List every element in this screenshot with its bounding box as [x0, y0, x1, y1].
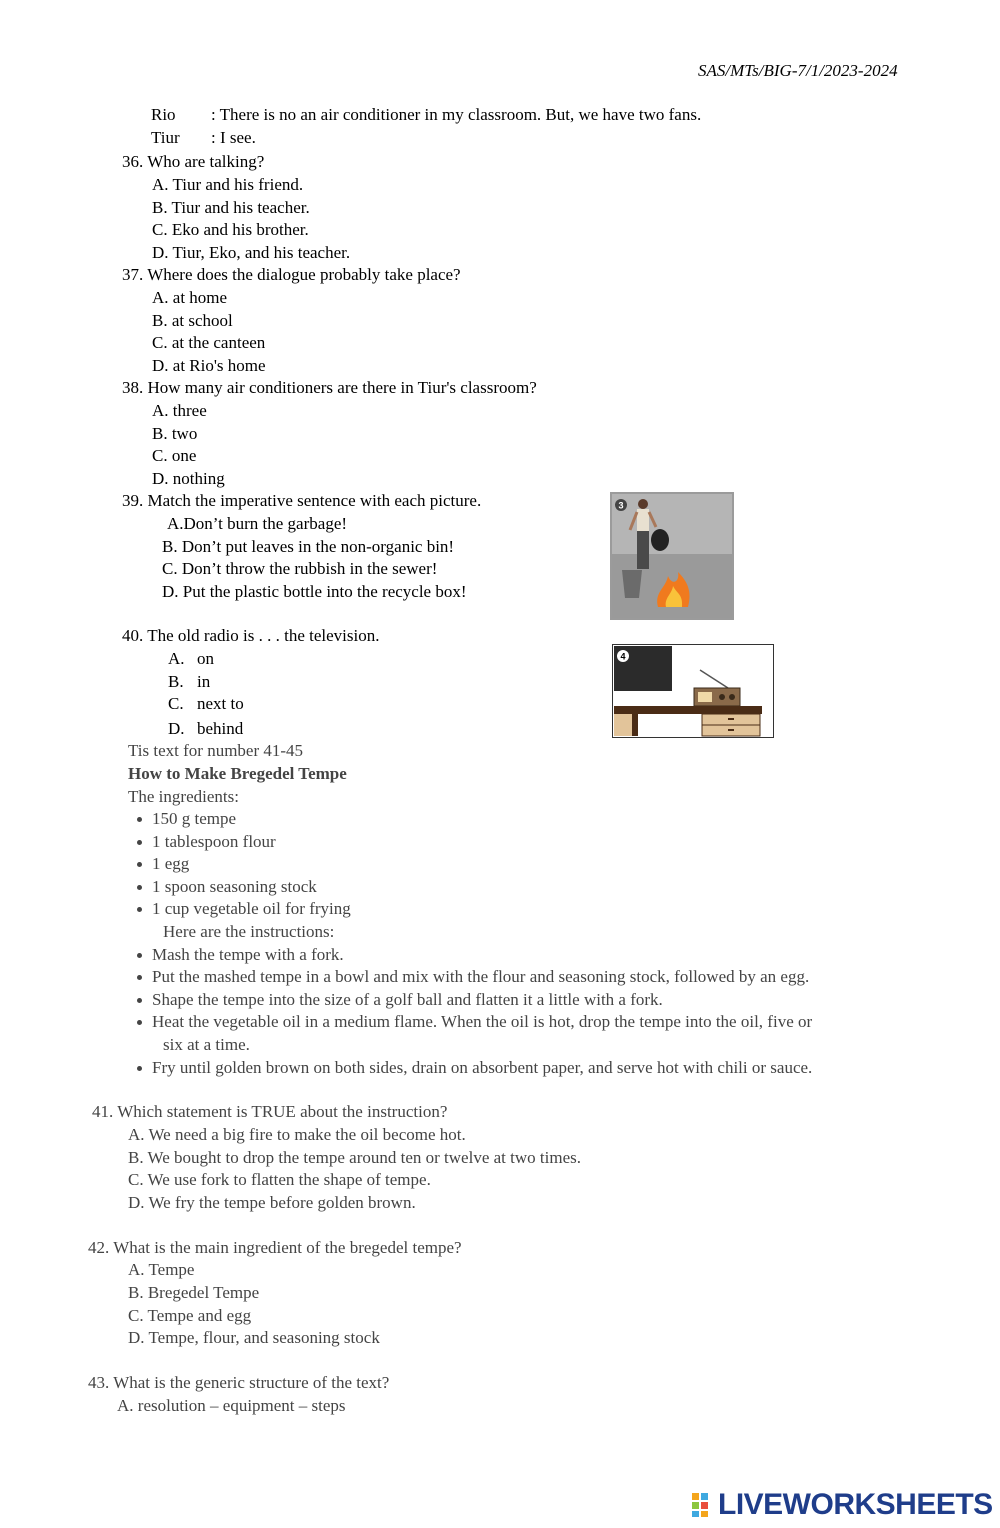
option-39-b[interactable]: B. Don’t put leaves in the non-organic bin! [162, 537, 455, 556]
document-code: SAS/MTs/BIG-7/1/2023-2024 [698, 61, 898, 80]
option-41-c[interactable]: C. We use fork to flatten the shape of tempe. [128, 1170, 431, 1189]
question-42: 42. What is the main ingredient of the bregedel tempe? [88, 1238, 462, 1257]
ingredient-item: 1 spoon seasoning stock [152, 877, 317, 896]
picture-number: 4 [620, 651, 626, 662]
ingredients-label: The ingredients: [128, 787, 239, 806]
instruction-step: Fry until golden brown on both sides, drain on absorbent paper, and serve hot with chili or sauce. [152, 1058, 813, 1077]
dialogue-speaker: Rio [151, 105, 176, 124]
question-43: 43. What is the generic structure of the text? [88, 1373, 390, 1392]
option-42-b[interactable]: B. Bregedel Tempe [128, 1283, 260, 1302]
ingredient-item: 150 g tempe [152, 809, 237, 828]
option-36-a[interactable]: A. Tiur and his friend. [152, 175, 304, 194]
option-40-c[interactable]: next to [197, 694, 244, 713]
question-41: 41. Which statement is TRUE about the instruction? [92, 1102, 448, 1121]
option-40-a[interactable]: on [197, 649, 214, 668]
instruction-step: Mash the tempe with a fork. [152, 945, 344, 964]
instructions-label: Here are the instructions: [163, 922, 335, 941]
option-38-a[interactable]: A. three [152, 401, 207, 420]
option-38-d[interactable]: D. nothing [152, 469, 225, 488]
instruction-step-continued: six at a time. [163, 1035, 250, 1054]
bullet [137, 840, 142, 845]
instruction-step: Shape the tempe into the size of a golf ball and flatten it a little with a fork. [152, 990, 663, 1009]
question-39: 39. Match the imperative sentence with each picture. [122, 491, 482, 510]
option-42-c[interactable]: C. Tempe and egg [128, 1306, 252, 1325]
bullet [137, 907, 142, 912]
bullet [137, 953, 142, 958]
option-41-d[interactable]: D. We fry the tempe before golden brown. [128, 1193, 416, 1212]
option-39-d[interactable]: D. Put the plastic bottle into the recycle box! [162, 582, 467, 601]
option-41-b[interactable]: B. We bought to drop the tempe around ten or twelve at two times. [128, 1148, 581, 1167]
liveworksheets-logo-text: LIVEWORKSHEETS [718, 1488, 993, 1521]
bullet [137, 1020, 142, 1025]
bullet [137, 862, 142, 867]
option-43-a[interactable]: A. resolution – equipment – steps [117, 1396, 346, 1415]
option-42-d[interactable]: D. Tempe, flour, and seasoning stock [128, 1328, 380, 1347]
bullet [137, 975, 142, 980]
dialogue-line: : There is no an air conditioner in my classroom. But, we have two fans. [211, 105, 702, 124]
dialogue-line: : I see. [211, 128, 256, 147]
option-38-c[interactable]: C. one [152, 446, 197, 465]
option-38-b[interactable]: B. two [152, 424, 198, 443]
option-40-d-letter: D. [168, 719, 185, 738]
instruction-step: Heat the vegetable oil in a medium flame. When the oil is hot, drop the tempe into the oil, five or [152, 1012, 813, 1031]
option-37-d[interactable]: D. at Rio's home [152, 356, 266, 375]
recipe-title: How to Make Bregedel Tempe [128, 764, 347, 783]
option-36-d[interactable]: D. Tiur, Eko, and his teacher. [152, 243, 351, 262]
option-40-b[interactable]: in [197, 672, 211, 691]
text-intro: Tis text for number 41-45 [128, 741, 304, 760]
ingredient-item: 1 tablespoon flour [152, 832, 276, 851]
question-40: 40. The old radio is . . . the television. [122, 626, 380, 645]
bullet [137, 1066, 142, 1071]
option-41-a[interactable]: A. We need a big fire to make the oil become hot. [128, 1125, 466, 1144]
ingredient-item: 1 egg [152, 854, 190, 873]
bullet [137, 817, 142, 822]
liveworksheets-logo-icon [692, 1493, 718, 1517]
option-40-c-letter: C. [168, 694, 184, 713]
table-top [614, 706, 762, 714]
ingredient-item: 1 cup vegetable oil for frying [152, 899, 351, 918]
instruction-step: Put the mashed tempe in a bowl and mix with the flour and seasoning stock, followed by an egg. [152, 967, 810, 986]
option-39-c[interactable]: C. Don’t throw the rubbish in the sewer! [162, 559, 438, 578]
option-37-a[interactable]: A. at home [152, 288, 228, 307]
liveworksheets-logo [692, 1488, 993, 1522]
option-37-c[interactable]: C. at the canteen [152, 333, 266, 352]
option-40-a-letter: A. [168, 649, 185, 668]
option-39-a[interactable]: A.Don’t burn the garbage! [167, 514, 348, 533]
question-38: 38. How many air conditioners are there in Tiur's classroom? [122, 378, 537, 397]
burning-garbage-picture [610, 492, 734, 620]
dialogue-speaker: Tiur [151, 128, 180, 147]
question-37: 37. Where does the dialogue probably take place? [122, 265, 461, 284]
option-36-c[interactable]: C. Eko and his brother. [152, 220, 309, 239]
option-37-b[interactable]: B. at school [152, 311, 233, 330]
radio-television-picture [612, 644, 774, 738]
option-40-b-letter: B. [168, 672, 184, 691]
bullet [137, 998, 142, 1003]
option-40-d[interactable]: behind [197, 719, 244, 738]
picture-number: 3 [618, 500, 624, 511]
bullet [137, 885, 142, 890]
question-36: 36. Who are talking? [122, 152, 265, 171]
option-36-b[interactable]: B. Tiur and his teacher. [152, 198, 310, 217]
option-42-a[interactable]: A. Tempe [128, 1260, 195, 1279]
